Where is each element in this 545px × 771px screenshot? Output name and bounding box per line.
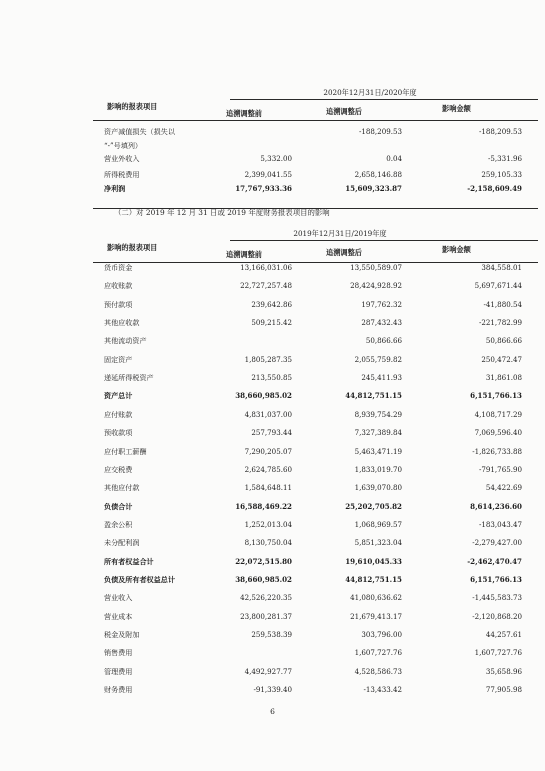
section-caption: （二）对 2019 年 12 月 31 日或 2019 年度财务报表项目的影响 <box>114 208 330 217</box>
row-before-value: 257,793.44 <box>251 428 292 438</box>
row-label: “-”号填列） <box>104 141 143 150</box>
row-label: 净利润 <box>104 184 126 193</box>
row-impact-value: 50,866.66 <box>485 336 522 346</box>
row-before-value: 38,660,985.02 <box>235 574 292 584</box>
row-impact-value: -41,880.54 <box>483 299 522 309</box>
row-before-value: 38,660,985.02 <box>235 391 292 401</box>
row-impact-value: -221,782.99 <box>478 318 522 328</box>
row-label: 负债及所有者权益总计 <box>104 574 175 584</box>
row-label: 其他应收款 <box>104 318 140 328</box>
table-row <box>0 446 545 458</box>
row-impact-value: -2,462,470.47 <box>467 556 522 566</box>
table-row <box>0 611 545 623</box>
table2-period-rule <box>230 240 538 241</box>
row-label: 负债合计 <box>104 501 133 511</box>
row-after-value: 4,528,586.73 <box>354 666 402 676</box>
row-after-value: 2,055,759.82 <box>354 354 402 364</box>
row-before-value: 2,624,785.60 <box>244 464 292 474</box>
table-row <box>0 629 545 641</box>
table-row <box>0 647 545 659</box>
table-row <box>0 126 545 138</box>
table-row <box>0 537 545 549</box>
row-before-value: 8,130,750.04 <box>244 538 292 548</box>
row-before-value: 509,215.42 <box>251 318 292 328</box>
table-row <box>0 169 545 181</box>
table1-header-item: 影响的报表项目 <box>107 102 158 111</box>
row-after-value: 8,939,754.29 <box>354 409 402 419</box>
row-label: 未分配利润 <box>104 538 140 548</box>
table-row <box>0 299 545 311</box>
row-impact-value: 54,422.69 <box>485 483 522 493</box>
row-impact-value: -1,826,733.88 <box>472 446 522 456</box>
row-after-value: 7,327,389.84 <box>354 428 402 438</box>
row-after-value: 0.04 <box>386 154 402 163</box>
row-after-value: 19,610,045.33 <box>345 556 402 566</box>
row-after-value: 13,550,589.07 <box>350 263 402 272</box>
row-label: 税金及附加 <box>104 630 140 639</box>
table2-header-before: 追溯调整前 <box>226 250 262 259</box>
table-row <box>0 427 545 439</box>
page-number: 6 <box>270 707 275 716</box>
row-after-value: 287,432.43 <box>361 318 402 328</box>
table-row <box>0 556 545 568</box>
table-row <box>0 482 545 494</box>
row-label: 所有者权益合计 <box>104 556 154 566</box>
row-label: 固定资产 <box>104 354 133 364</box>
table-row <box>0 464 545 476</box>
row-label: 管理费用 <box>104 666 133 676</box>
row-label: 盈余公积 <box>104 519 133 529</box>
row-label: 所得税费用 <box>104 170 140 179</box>
row-impact-value: 35,658.96 <box>485 666 522 676</box>
table-row <box>0 666 545 678</box>
row-label: 资产减值损失（损失以 <box>104 127 175 136</box>
table2-period: 2019年12月31日/2019年度 <box>293 229 387 238</box>
table2-header-item: 影响的报表项目 <box>107 243 158 252</box>
row-after-value: 1,068,969.57 <box>354 519 402 529</box>
row-label: 其他应付款 <box>104 483 140 493</box>
row-label: 财务费用 <box>104 685 133 695</box>
row-before-value: 1,252,013.04 <box>244 519 292 529</box>
row-impact-value: 6,151,766.13 <box>470 391 522 401</box>
row-after-value: 50,866.66 <box>365 336 402 346</box>
row-after-value: 5,851,323.04 <box>354 538 402 548</box>
table-row <box>0 390 545 402</box>
row-impact-value: -791,765.90 <box>478 464 522 474</box>
row-label: 货币资金 <box>104 263 133 272</box>
row-impact-value: 7,069,596.40 <box>474 428 522 438</box>
row-after-value: 5,463,471.19 <box>354 446 402 456</box>
table-row <box>0 354 545 366</box>
table1-period-rule <box>230 99 538 100</box>
table-row <box>0 519 545 531</box>
row-impact-value: 6,151,766.13 <box>470 574 522 584</box>
table-row <box>0 262 545 274</box>
row-label: 资产总计 <box>104 391 133 401</box>
row-label: 应收账款 <box>104 281 133 291</box>
row-after-value: 2,658,146.88 <box>354 170 402 179</box>
row-before-value: -91,339.40 <box>253 685 292 695</box>
row-before-value: 213,550.85 <box>251 373 292 383</box>
table-row <box>0 372 545 384</box>
row-impact-value: 8,614,236.60 <box>470 501 522 511</box>
table2-header-after: 追溯调整后 <box>326 248 362 257</box>
row-after-value: 1,607,727.76 <box>354 648 402 658</box>
row-before-value: 239,642.86 <box>251 299 292 309</box>
row-before-value: 4,492,927.77 <box>244 666 292 676</box>
row-before-value: 17,767,933.36 <box>235 184 292 193</box>
table1-header-rule <box>93 120 538 121</box>
row-after-value: 15,609,323.87 <box>345 184 402 193</box>
row-label: 其他流动资产 <box>104 336 147 346</box>
table2-header-impact: 影响金额 <box>442 245 471 254</box>
row-before-value: 1,805,287.35 <box>244 354 292 364</box>
row-after-value: 21,679,413.17 <box>350 611 402 621</box>
row-before-value: 13,166,031.06 <box>240 263 292 272</box>
row-label: 营业外收入 <box>104 154 140 163</box>
row-after-value: 197,762.32 <box>361 299 402 309</box>
table-row <box>0 317 545 329</box>
row-label: 应交税费 <box>104 464 133 474</box>
row-impact-value: -2,158,609.49 <box>467 184 522 193</box>
row-impact-value: -183,043.47 <box>478 519 522 529</box>
row-after-value: 44,812,751.15 <box>345 391 402 401</box>
row-label: 应付职工薪酬 <box>104 446 147 456</box>
row-before-value: 2,399,041.55 <box>244 170 292 179</box>
row-before-value: 42,526,220.35 <box>240 593 292 603</box>
row-before-value: 16,588,469.22 <box>235 501 292 511</box>
row-impact-value: -2,279,427.00 <box>472 538 522 548</box>
row-impact-value: 4,108,717.29 <box>474 409 522 419</box>
row-impact-value: 384,558.01 <box>481 263 522 272</box>
row-impact-value: 250,472.47 <box>481 354 522 364</box>
row-impact-value: -1,445,583.73 <box>472 593 522 603</box>
table-row <box>0 140 545 152</box>
row-after-value: 303,796.00 <box>361 630 402 639</box>
row-before-value: 1,584,648.11 <box>244 483 292 493</box>
table1-header-before: 追溯调整前 <box>226 109 262 118</box>
table-row <box>0 335 545 347</box>
row-before-value: 22,072,515.80 <box>235 556 292 566</box>
row-label: 销售费用 <box>104 648 133 658</box>
row-after-value: 28,424,928.92 <box>350 281 402 291</box>
row-after-value: 245,411.93 <box>361 373 402 383</box>
row-label: 营业收入 <box>104 593 133 603</box>
table-row <box>0 409 545 421</box>
table-row <box>0 183 545 195</box>
table-row <box>0 153 545 165</box>
row-impact-value: 31,861.08 <box>485 373 522 383</box>
row-before-value: 7,290,205.07 <box>244 446 292 456</box>
row-impact-value: 44,257.61 <box>485 630 522 639</box>
row-impact-value: -5,331.96 <box>488 154 522 163</box>
row-impact-value: -188,209.53 <box>478 127 522 136</box>
row-after-value: -188,209.53 <box>358 127 402 136</box>
row-impact-value: 5,697,671.44 <box>474 281 522 291</box>
row-impact-value: 259,105.33 <box>481 170 522 179</box>
row-impact-value: 77,905.98 <box>485 685 522 695</box>
row-after-value: 1,639,070.80 <box>354 483 402 493</box>
row-impact-value: 1,607,727.76 <box>474 648 522 658</box>
table1-header-after: 追溯调整后 <box>326 107 362 116</box>
row-after-value: 25,202,705.82 <box>345 501 402 511</box>
row-before-value: 259,538.39 <box>251 630 292 639</box>
row-after-value: 1,833,019.70 <box>354 464 402 474</box>
row-label: 预付款项 <box>104 299 133 309</box>
table-row <box>0 574 545 586</box>
row-label: 递延所得税资产 <box>104 373 154 383</box>
row-after-value: -13,433.42 <box>363 685 402 695</box>
table-row <box>0 280 545 292</box>
row-after-value: 44,812,751.15 <box>345 574 402 584</box>
row-label: 预收款项 <box>104 428 133 438</box>
table-row <box>0 592 545 604</box>
row-label: 应付账款 <box>104 409 133 419</box>
row-before-value: 23,800,281.37 <box>240 611 292 621</box>
row-impact-value: -2,120,868.20 <box>472 611 522 621</box>
row-label: 营业成本 <box>104 611 133 621</box>
row-before-value: 4,831,037.00 <box>244 409 292 419</box>
table1-period: 2020年12月31日/2020年度 <box>323 88 417 97</box>
row-after-value: 41,080,636.62 <box>350 593 402 603</box>
row-before-value: 5,332.00 <box>260 154 292 163</box>
row-before-value: 22,727,257.48 <box>240 281 292 291</box>
table-row <box>0 501 545 513</box>
table1-header-impact: 影响金额 <box>442 104 471 113</box>
table-row <box>0 684 545 696</box>
